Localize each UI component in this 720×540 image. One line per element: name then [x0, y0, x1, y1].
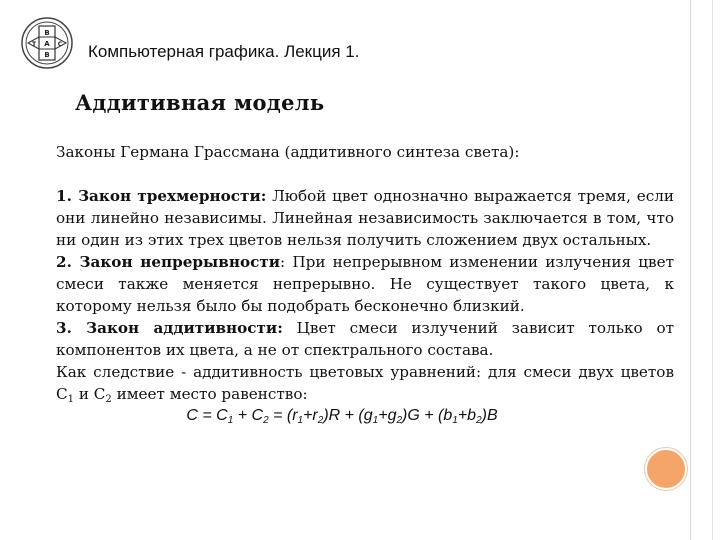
subscript: 2 — [396, 415, 403, 426]
equation-part: )B — [481, 407, 498, 424]
subscript: 2 — [476, 415, 482, 426]
subscript: 1 — [372, 415, 379, 426]
equation-part: C = C — [186, 407, 228, 424]
subscript: 2 — [317, 415, 324, 426]
decorative-circle — [645, 448, 687, 490]
subscript: 1 — [297, 415, 304, 426]
subscript: 2 — [263, 415, 269, 426]
consequence-text — [56, 361, 674, 405]
equation-part: )R + (g — [323, 407, 373, 424]
equation-part: + C — [233, 407, 264, 424]
law-1-heading: 1. Закон трехмерности: — [56, 187, 267, 205]
svg-text:B: B — [44, 51, 50, 59]
equation-part: )G + (b — [402, 407, 453, 424]
intro-text: Законы Германа Грассмана (аддитивного синтеза света): — [56, 143, 520, 161]
law-2-text: : При непрерывном изменении излучения цвет смеси также меняется непрерывно. Не существует такого цвета, к которому нельзя было бы подобрать бесконечно близкий. — [56, 253, 674, 315]
equation-part: +b — [457, 407, 477, 424]
equation-part: +g — [378, 407, 397, 424]
slide-frame-line — [690, 0, 691, 540]
lecture-title: Компьютерная графика. Лекция 1. — [88, 42, 360, 61]
law-1 — [56, 185, 674, 251]
university-emblem-icon — [20, 16, 74, 70]
law-2-heading: 2. Закон непрерывности — [56, 253, 280, 271]
equation-part: = (r — [268, 407, 298, 424]
equation-part: +r — [303, 407, 318, 424]
slide-body — [56, 141, 674, 427]
law-3-text: Цвет смеси излучений зависит только от компонентов их цвета, а не от спектрального состава. — [56, 319, 674, 359]
subscript: 2 — [105, 394, 112, 405]
svg-text:C: C — [57, 41, 63, 48]
consequence-part: и C — [74, 385, 106, 403]
subscript: 1 — [227, 415, 234, 426]
consequence-part: имеет место равенство: — [111, 385, 308, 403]
law-3-heading: 3. Закон аддитивности: — [56, 319, 283, 337]
svg-text:B: B — [44, 29, 50, 37]
subscript: 1 — [452, 415, 458, 426]
svg-text:T: T — [31, 41, 37, 48]
law-3 — [56, 317, 674, 361]
law-1-text: Любой цвет однозначно выражается тремя, если они линейно независимы. Линейная независимость заключается в том, что ни один из этих трех цветов нельзя получить сложением двух остальных. — [56, 187, 675, 249]
slide-title: Аддитивная модель — [75, 90, 325, 115]
consequence-part: Как следствие - аддитивность цветовых уравнений: для смеси двух цветов C — [56, 363, 674, 403]
law-2 — [56, 251, 674, 317]
svg-text:A: A — [44, 40, 50, 48]
slide-frame-line-outer — [712, 0, 713, 540]
subscript: 1 — [67, 394, 74, 405]
equation — [56, 405, 674, 427]
